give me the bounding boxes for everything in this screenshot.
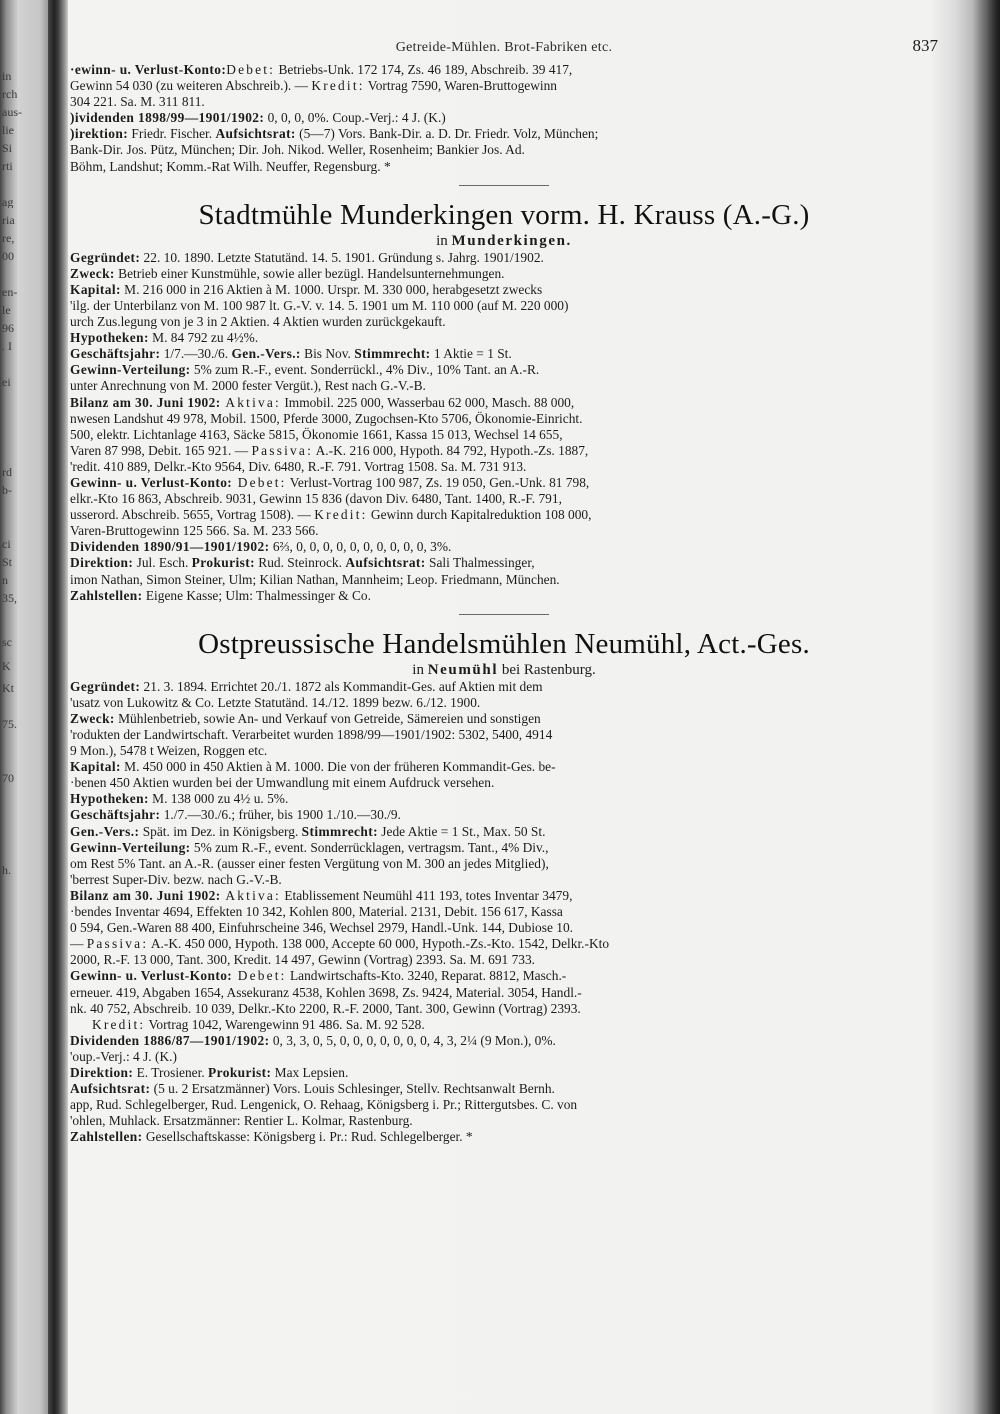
entry-stadtmuehle-munderkingen <box>70 198 938 604</box>
field-text: Jul. Esch. <box>133 555 192 571</box>
field-text: elkr.-Kto 16 863, Abschreib. 9031, Gewinn 15 836 (davon Div. 6480, Tant. 1400, R.-F. 791, <box>70 491 562 507</box>
text-line <box>70 298 938 314</box>
text-line <box>70 523 938 539</box>
field-text: Varen 87 998, Debit. 165 921. — <box>70 442 252 458</box>
field-label: Gewinn- u. Verlust-Konto: <box>70 968 233 984</box>
margin-fragment: aus- <box>2 106 22 118</box>
keyword: Debet: <box>232 968 287 984</box>
margin-fragment: ci <box>2 538 11 550</box>
field-text: 2000, R.-F. 13 000, Tant. 300, Kredit. 14 497, Gewinn (Vortrag) 2393. Sa. M. 691 733. <box>70 952 536 968</box>
field-text: Böhm, Landshut; Komm.-Rat Wilh. Neuffer, Regensburg. * <box>70 158 391 174</box>
field-text: 0, 3, 3, 0, 5, 0, 0, 0, 0, 0, 0, 0, 4, 3, 2¼ (9 Mon.), 0%. <box>269 1032 556 1048</box>
field-text: Immobil. 225 000, Wasserbau 62 000, Masch. 88 000, <box>280 394 575 410</box>
field-text: 1/7.—30./6. <box>160 346 232 362</box>
field-text: Bis Nov. <box>300 346 355 362</box>
field-label: Gewinn-Verteilung: <box>70 362 191 378</box>
text-line <box>70 142 938 158</box>
field-label: Prokurist: <box>208 1064 272 1080</box>
keyword: Aktiva: <box>220 394 281 410</box>
keyword: Kredit: <box>311 78 365 94</box>
text-line <box>70 1081 938 1097</box>
field-text: 500, elektr. Lichtanlage 4163, Säcke 5815, Ökonomie 1661, Kassa 15 013, Wechsel 14 655, <box>70 426 563 442</box>
running-title: Getreide-Mühlen. Brot-Fabriken etc. <box>395 40 613 55</box>
field-text: Eigene Kasse; Ulm: Thalmessinger & Co. <box>142 587 371 603</box>
field-text: Varen-Bruttogewinn 125 566. Sa. M. 233 566. <box>70 523 319 539</box>
field-label: )irektion: <box>70 126 129 142</box>
keyword: Kredit: <box>314 507 368 523</box>
field-label: Zweck: <box>70 710 115 726</box>
margin-fragment: rti <box>2 160 13 172</box>
text-line <box>70 443 938 459</box>
field-text: 'ilg. der Unterbilanz von M. 100 987 lt. G.-V. v. 14. 5. 1901 um M. 110 000 (auf M. 220 000) <box>70 297 569 313</box>
field-text: unter Anrechnung von M. 2000 fester Vergüt.), Rest nach G.-V.-B. <box>70 378 426 394</box>
field-label: Gen.-Vers.: <box>231 346 301 362</box>
field-text: Betrieb einer Kunstmühle, sowie aller bezügl. Handelsunternehmungen. <box>114 265 505 281</box>
field-text: 'redit. 410 889, Delkr.-Kto 9564, Div. 6480, R.-F. 791. Vortrag 1508. Sa. M. 731 913. <box>70 458 527 474</box>
text-line <box>70 695 938 711</box>
text-line <box>70 952 938 968</box>
book-gutter <box>48 0 68 1414</box>
margin-fragment: 96 <box>2 322 14 334</box>
margin-fragment: Kt <box>2 682 14 694</box>
field-text: Landwirtschafts-Kto. 3240, Reparat. 8812, Masch.- <box>286 968 567 984</box>
margin-fragment: 35, <box>2 592 17 604</box>
text-line <box>70 78 938 94</box>
field-text: Rud. Steinrock. <box>254 555 346 571</box>
text-line <box>70 427 938 443</box>
field-text: 5% zum R.-F., event. Sonderrücklagen, vertragsm. Tant., 4% Div., <box>190 839 549 855</box>
field-text: 'usatz von Lukowitz & Co. Letzte Statutänd. 14./12. 1899 bezw. 6./12. 1900. <box>70 694 481 710</box>
field-text: A.-K. 216 000, Hypoth. 84 792, Hypoth.-Zs. 1887, <box>313 442 589 458</box>
text-line <box>70 888 938 904</box>
field-text: A.-K. 450 000, Hypoth. 138 000, Accepte 60 000, Hypoth.-Zs.-Kto. 1542, Delkr.-Kto <box>148 936 610 952</box>
page-number: 837 <box>912 36 938 55</box>
field-label: Zweck: <box>70 265 115 281</box>
entry-body <box>70 679 938 1146</box>
field-text: Spät. im Dez. in Königsberg. <box>139 823 302 839</box>
field-text: app, Rud. Schlegelberger, Rud. Lengenick, O. Rehaag, Königsberg i. Pr.; Rittergutsbes. C. von <box>70 1097 578 1113</box>
text-line <box>70 791 938 807</box>
field-text: usserord. Abschreib. 5655, Vortrag 1508). — <box>70 507 315 523</box>
field-text: 5% zum R.-F., event. Sonderrückl., 4% Div., 10% Tant. an A.-R. <box>190 362 540 378</box>
text-line <box>70 346 938 362</box>
text-line <box>70 588 938 604</box>
margin-fragment: le <box>2 304 11 316</box>
field-text: E. Trosiener. <box>133 1064 209 1080</box>
margin-fragment: St <box>2 556 13 568</box>
field-label: Prokurist: <box>191 555 255 571</box>
text-line <box>70 727 938 743</box>
field-label: Stimmrecht: <box>301 823 378 839</box>
text-line <box>70 491 938 507</box>
margin-fragment: ag <box>2 196 14 208</box>
text-line <box>70 126 938 142</box>
field-text: 0, 0, 0, 0%. Coup.-Verj.: 4 J. (K.) <box>264 110 446 126</box>
previous-page-column <box>0 0 48 1414</box>
field-label: Zahlstellen: <box>70 587 143 603</box>
field-label: Aufsichtsrat: <box>70 1081 151 1097</box>
field-label: Stimmrecht: <box>354 346 431 362</box>
text-line <box>70 824 938 840</box>
text-line <box>70 856 938 872</box>
margin-fragment: K <box>2 660 11 672</box>
margin-fragment: ei <box>2 376 11 388</box>
field-label: Kapital: <box>70 759 121 775</box>
field-text: Jede Aktie = 1 St., Max. 50 St. <box>377 823 546 839</box>
text-line <box>70 572 938 588</box>
page-right-edge-shadow <box>972 0 1000 1414</box>
field-label: Gegründet: <box>70 678 141 694</box>
entry-title: Ostpreussische Handelsmühlen Neumühl, Act.-Ges. <box>198 627 810 660</box>
margin-fragment: en- <box>2 286 18 298</box>
margin-fragment: rd <box>2 466 12 478</box>
field-text: 'berrest Super-Div. bezw. nach G.-V.-B. <box>70 871 282 887</box>
keyword: Debet: <box>232 474 287 490</box>
entry-ostpreussische-handelsmuehlen <box>70 627 938 1146</box>
text-line <box>70 362 938 378</box>
text-line <box>70 459 938 475</box>
field-label: Dividenden 1886/87—1901/1902: <box>70 1032 270 1048</box>
field-label: Hypotheken: <box>70 330 149 346</box>
text-line <box>70 314 938 330</box>
text-line <box>70 475 938 491</box>
text-line <box>70 775 938 791</box>
margin-fragment: ria <box>2 214 15 226</box>
text-line <box>70 507 938 523</box>
field-text: Max Lepsien. <box>271 1064 349 1080</box>
text-line <box>70 1017 938 1033</box>
text-line <box>70 1049 938 1065</box>
text-line <box>70 840 938 856</box>
margin-fragment: rch <box>2 88 18 100</box>
field-text: Sali Thalmessinger, <box>425 555 535 571</box>
margin-fragment: lie <box>2 124 14 136</box>
entry-title: Stadtmühle Munderkingen vorm. H. Krauss (A.-G.) <box>198 198 810 231</box>
text-line <box>70 1065 938 1081</box>
entry-location <box>70 661 938 679</box>
entry-location <box>70 232 938 250</box>
field-text: 0 594, Gen.-Waren 88 400, Einfuhrscheine 346, Wechsel 2979, Handl.-Unk. 144, Dubiose 10. <box>70 920 573 936</box>
field-text: 22. 10. 1890. Letzte Statutänd. 14. 5. 1901. Gründung s. Jahrg. 1901/1902. <box>140 249 544 265</box>
text-line <box>70 378 938 394</box>
keyword: Passiva: <box>251 442 313 458</box>
text-line <box>70 743 938 759</box>
keyword: Passiva: <box>86 936 149 952</box>
field-text: Friedr. Fischer. <box>128 126 216 142</box>
text-line <box>70 62 938 78</box>
field-text: 304 221. Sa. M. 311 811. <box>70 94 205 110</box>
field-label: Aufsichtsrat: <box>215 126 296 142</box>
field-text: nk. 40 752, Abschreib. 10 039, Delkr.-Kto 2200, R.-F. 2000, Tant. 300, Gewinn (Vortrag) 2393. <box>70 1000 581 1016</box>
text-line <box>70 250 938 266</box>
field-label: Direktion: <box>70 555 134 571</box>
field-text: Gesellschaftskasse: Königsberg i. Pr.: Rud. Schlegelberger. * <box>142 1129 473 1145</box>
field-text: Etablissement Neumühl 411 193, totes Inventar 3479, <box>280 887 573 903</box>
field-text: nwesen Landshut 49 978, Mobil. 1500, Pferde 3000, Zugochsen-Kto 5706, Ökonomie-Einricht. <box>70 410 583 426</box>
margin-fragment: re, <box>2 232 15 244</box>
field-label: Kapital: <box>70 281 121 297</box>
field-label: )ividenden 1898/99—1901/1902: <box>70 110 265 126</box>
margin-fragment: 75. <box>2 718 17 730</box>
text-line <box>70 1129 938 1145</box>
field-text: Verlust-Vortrag 100 987, Zs. 19 050, Gen.-Unk. 81 798, <box>286 474 590 490</box>
field-text: Betriebs-Unk. 172 174, Zs. 46 189, Abschreib. 39 417, <box>275 62 573 77</box>
field-text: M. 216 000 in 216 Aktien à M. 1000. Urspr. M. 330 000, herabgesetzt zwecks <box>120 281 543 297</box>
margin-fragment: Si <box>2 142 13 154</box>
field-text: imon Nathan, Simon Steiner, Ulm; Kilian Nathan, Mannheim; Leop. Friedmann, München. <box>70 571 560 587</box>
margin-fragment: 00 <box>2 250 14 262</box>
text-line <box>70 759 938 775</box>
text-line <box>70 1001 938 1017</box>
keyword: Aktiva: <box>220 887 281 903</box>
location-suffix: bei Rastenburg. <box>498 661 596 678</box>
field-text: Vortrag 7590, Waren-Bruttogewinn <box>364 78 557 94</box>
keyword: Debet: <box>226 62 276 77</box>
text-line <box>70 282 938 298</box>
field-text: om Rest 5% Tant. an A.-R. (ausser einer festen Vergütung von M. 300 an jedes Mitglied), <box>70 855 549 871</box>
entry-body <box>70 250 938 604</box>
text-line <box>70 94 938 110</box>
field-text: 'ohlen, Muhlack. Ersatzmänner: Rentier L. Kolmar, Rastenburg. <box>70 1113 413 1129</box>
field-label: Gewinn-Verteilung: <box>70 839 191 855</box>
margin-fragment: sc <box>2 636 12 648</box>
text-line <box>70 555 938 571</box>
text-line <box>70 711 938 727</box>
section-divider <box>459 185 549 186</box>
section-divider <box>459 614 549 615</box>
text-line <box>70 539 938 555</box>
keyword: Kredit: <box>92 1016 146 1032</box>
text-line <box>70 395 938 411</box>
field-label: ·ewinn- u. Verlust-Konto: <box>70 62 227 77</box>
text-line <box>70 920 938 936</box>
field-text: Gewinn durch Kapitalreduktion 108 000, <box>367 507 592 523</box>
page-content <box>70 36 938 1145</box>
text-line <box>70 872 938 888</box>
field-text: 'oup.-Verj.: 4 J. (K.) <box>70 1048 177 1064</box>
field-text: Mühlenbetrieb, sowie An- und Verkauf von Getreide, Sämereien und sonstigen <box>114 710 541 726</box>
field-text: urch Zus.legung von je 3 in 2 Aktien. 4 Aktien wurden zurückgekauft. <box>70 314 446 330</box>
text-line <box>70 807 938 823</box>
text-line <box>70 330 938 346</box>
field-text: Bank-Dir. Jos. Pütz, München; Dir. Joh. Nikod. Weller, Rosenheim; Bankier Jos. Ad. <box>70 142 525 158</box>
field-label: Gen.-Vers.: <box>70 823 140 839</box>
location-prefix: in <box>412 661 428 678</box>
field-label: Aufsichtsrat: <box>345 555 426 571</box>
field-label: Zahlstellen: <box>70 1129 143 1145</box>
text-line <box>70 110 938 126</box>
margin-fragment: h. <box>2 864 11 876</box>
field-text: erneuer. 419, Abgaben 1654, Assekuranz 4538, Kohlen 3698, Zs. 9424, Material. 3054, Handl.- <box>70 984 582 1000</box>
text-line <box>70 968 938 984</box>
field-text: 1 Aktie = 1 St. <box>430 346 512 362</box>
field-text: M. 138 000 zu 4½ u. 5%. <box>148 791 289 807</box>
text-line <box>70 985 938 1001</box>
field-text: (5—7) Vors. Bank-Dir. a. D. Dr. Friedr. Volz, München; <box>295 126 599 142</box>
text-line <box>70 1033 938 1049</box>
text-line <box>70 936 938 952</box>
field-label: Gewinn- u. Verlust-Konto: <box>70 474 233 490</box>
text-line <box>70 411 938 427</box>
field-label: Dividenden 1890/91—1901/1902: <box>70 539 270 555</box>
field-text: 21. 3. 1894. Errichtet 20./1. 1872 als Kommandit-Ges. auf Aktien mit dem <box>140 678 543 694</box>
location-name: Munderkingen. <box>451 232 572 249</box>
text-line <box>70 904 938 920</box>
location-prefix: in <box>436 232 452 249</box>
location-name: Neumühl <box>427 661 499 678</box>
running-header <box>70 36 938 62</box>
text-line <box>70 1097 938 1113</box>
field-text: (5 u. 2 Ersatzmänner) Vors. Louis Schlesinger, Stellv. Rechtsanwalt Bernh. <box>150 1081 555 1097</box>
field-label: Hypotheken: <box>70 791 149 807</box>
field-label: Geschäftsjahr: <box>70 807 161 823</box>
field-label: Gegründet: <box>70 249 141 265</box>
text-line <box>70 679 938 695</box>
margin-fragment: . I <box>2 340 12 352</box>
text-line <box>70 266 938 282</box>
field-text: ·benen 450 Aktien wurden bei der Umwandlung mit einem Aufdruck versehen. <box>70 775 495 791</box>
text-line <box>70 1113 938 1129</box>
margin-fragment: n <box>2 574 8 586</box>
field-label: Geschäftsjahr: <box>70 346 161 362</box>
entry-continued <box>70 62 938 175</box>
field-label: Bilanz am 30. Juni 1902: <box>70 394 221 410</box>
field-text: M. 84 792 zu 4½%. <box>148 330 259 346</box>
field-text: 'rodukten der Landwirtschaft. Verarbeitet wurden 1898/99—1901/1902: 5302, 5400, 4914 <box>70 727 553 742</box>
field-label: Direktion: <box>70 1064 134 1080</box>
field-text: 6⅔, 0, 0, 0, 0, 0, 0, 0, 0, 0, 0, 3%. <box>269 539 452 555</box>
field-text: ·bendes Inventar 4694, Effekten 10 342, Kohlen 800, Material. 2131, Debit. 156 617, Kassa <box>70 904 563 920</box>
margin-fragment: in <box>2 70 12 82</box>
field-label: Bilanz am 30. Juni 1902: <box>70 887 221 903</box>
margin-fragment: b- <box>2 484 12 496</box>
field-text: Gewinn 54 030 (zu weiteren Abschreib.). — <box>70 78 312 94</box>
field-text: Vortrag 1042, Warengewinn 91 486. Sa. M. 92 528. <box>145 1016 425 1032</box>
field-text: — <box>70 936 87 952</box>
field-text: 9 Mon.), 5478 t Weizen, Roggen etc. <box>70 743 268 759</box>
margin-fragment: 70 <box>2 772 14 784</box>
field-text: 1./7.—30./6.; früher, bis 1900 1./10.—30./9. <box>160 807 401 823</box>
text-line <box>70 159 938 175</box>
field-text: M. 450 000 in 450 Aktien à M. 1000. Die von der früheren Kommandit-Ges. be- <box>120 759 556 775</box>
